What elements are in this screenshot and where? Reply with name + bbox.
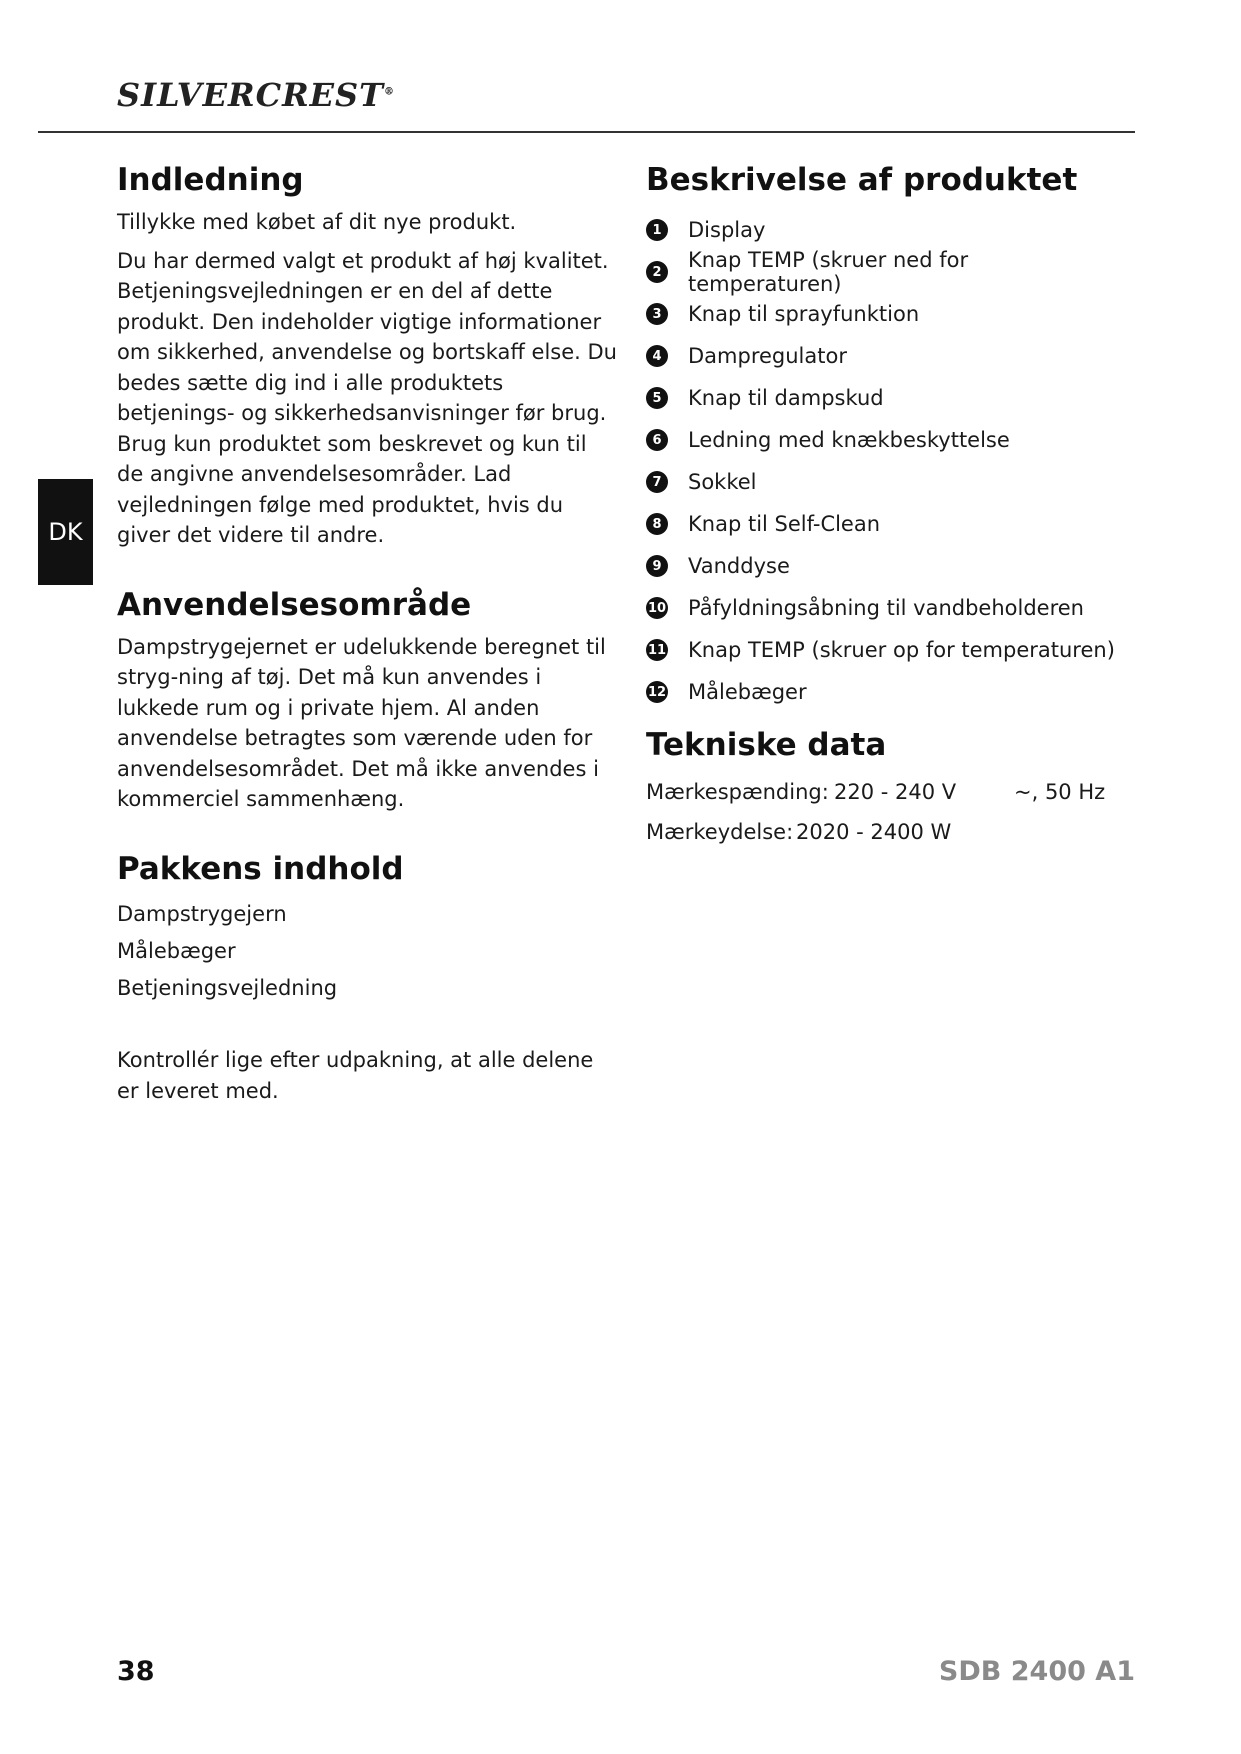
number-badge: 12 bbox=[646, 681, 668, 703]
list-item: 1 Display bbox=[646, 209, 1126, 251]
tech-data bbox=[646, 772, 1126, 852]
number-badge: 9 bbox=[646, 555, 668, 577]
intro-title: Indledning bbox=[117, 162, 304, 198]
number-badge: 10 bbox=[646, 597, 668, 619]
header-rule bbox=[38, 131, 1135, 133]
contents-note: Kontrollér lige efter udpakning, at alle delene er leveret med. bbox=[117, 1048, 594, 1103]
number-badge: 4 bbox=[646, 345, 668, 367]
list-item: Betjeningsvejledning bbox=[117, 976, 338, 1001]
usage-title: Anvendelsesområde bbox=[117, 586, 472, 623]
list-item: 10 Påfyldningsåbning til vandbeholderen bbox=[647, 596, 1084, 621]
list-item: 12 Målebæger bbox=[647, 680, 807, 705]
page-number: 38 bbox=[117, 1656, 155, 1687]
number-badge: 6 bbox=[646, 429, 668, 451]
list-item: 5 Knap til dampskud bbox=[646, 377, 1126, 419]
contents-list bbox=[117, 896, 617, 1007]
intro-paragraph-2: Du har dermed valgt et produkt af høj kvalitet. Betjeningsvejledningen er en del af dette produkt. Den indeholder vigtige informationer om sikkerhed, anvendelse og bortskaff else. Du bedes sætte dig ind i alle produktets betjenings- og sikkerhedsanvisninger før brug. Brug kun produktet som beskrevet og kun til de angivne anvendelsesområder. Lad vejledningen følge med produktet, hvis du giver det videre til andre. bbox=[117, 248, 617, 548]
usage-paragraph: Dampstrygejernet er udelukkende beregnet til stryg-ning af tøj. Det må kun anvendes i lukkede rum og i private hjem. Al anden anvendelse betragtes som værende uden for anvendelsesområdet. Det må ikke anvendes i kommerciel sammenhæng. bbox=[117, 634, 606, 812]
usage-section bbox=[117, 587, 617, 815]
left-column bbox=[117, 162, 617, 1106]
list-item: 8 Knap til Self-Clean bbox=[646, 503, 1126, 545]
intro-section bbox=[117, 162, 617, 551]
list-item: Målebæger bbox=[117, 939, 236, 964]
intro-paragraph-1: Tillykke med købet af dit nye produkt. bbox=[117, 210, 517, 235]
number-badge: 1 bbox=[646, 219, 668, 241]
tech-title: Tekniske data bbox=[646, 727, 887, 764]
list-item: 4 Dampregulator bbox=[646, 335, 1126, 377]
power-row: Mærkeydelse: 2020 - 2400 W bbox=[646, 820, 952, 845]
list-item: 6 Ledning med knækbeskyttelse bbox=[646, 419, 1126, 461]
parts-list bbox=[646, 209, 1126, 713]
list-item: 3 Knap til sprayfunktion bbox=[646, 293, 1126, 335]
description-title: Beskrivelse af produktet bbox=[646, 162, 1078, 198]
number-badge: 8 bbox=[646, 513, 668, 535]
voltage-row: Mærkespænding: 220 - 240 V ~, 50 Hz bbox=[646, 780, 1106, 805]
list-item: 11 Knap TEMP (skruer op for temperaturen) bbox=[647, 638, 1115, 663]
description-section bbox=[646, 162, 1126, 713]
right-column bbox=[646, 162, 1126, 852]
contents-title: Pakkens indhold bbox=[117, 850, 404, 887]
list-item: Dampstrygejern bbox=[117, 902, 287, 927]
contents-section bbox=[117, 851, 617, 1106]
list-item: 9 Vanddyse bbox=[646, 545, 1126, 587]
number-badge: 5 bbox=[646, 387, 668, 409]
number-badge: 7 bbox=[646, 471, 668, 493]
number-badge: 2 bbox=[646, 261, 668, 283]
brand-logo: SILVERCREST® bbox=[117, 76, 395, 114]
tech-section bbox=[646, 727, 1126, 852]
number-badge: 3 bbox=[646, 303, 668, 325]
model-number: SDB 2400 A1 bbox=[938, 1656, 1135, 1687]
list-item: 7 Sokkel bbox=[646, 461, 1126, 503]
number-badge: 11 bbox=[646, 639, 668, 661]
language-tab: DK bbox=[38, 479, 93, 585]
list-item: 2 Knap TEMP (skruer ned for temperaturen) bbox=[646, 251, 1126, 293]
